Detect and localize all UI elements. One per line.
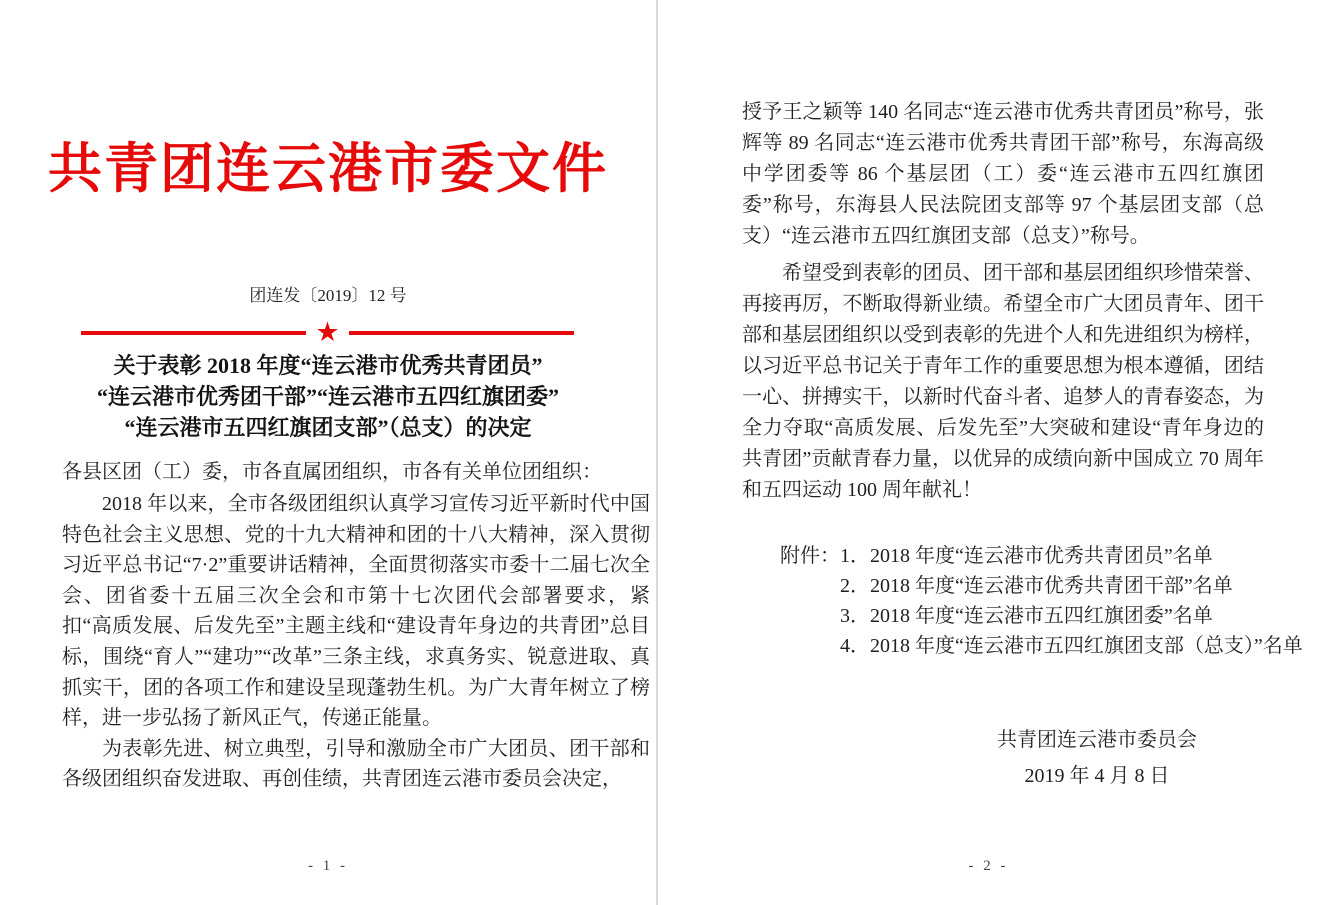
page-number: - 1 - <box>308 858 348 874</box>
document-number: 团连发〔2019〕12 号 <box>249 286 407 305</box>
attachment-items <box>840 541 1303 661</box>
paragraph: 2018 年以来，全市各级团组织认真学习宣传习近平新时代中国特色社会主义思想、党的十九大精神和团的十八大精神，深入贯彻习近平总书记“7·2”重要讲话精神，全面贯彻落实市委十二届七次全会、团省委十五届三次全会和市第十七次团代会部署要求，紧扣“高质发展、后发先至”主题主线和“建设青年身边的共青团”总目标，围绕“育人”“建功”“改革”三条主线，求真务实、锐意进取、真抓实干，团的各项工作和建设呈现蓬勃生机。为广大青年树立了榜样，进一步弘扬了新风正气，传递正能量。 <box>62 493 650 730</box>
document-header-banner: 共青团连云港市委文件 <box>48 139 608 199</box>
red-rule-segment <box>81 331 306 335</box>
attachments-list <box>780 541 1303 661</box>
attachment-item: 4．2018 年度“连云港市五四红旗团支部（总支）”名单 <box>840 635 1303 657</box>
document-title-line: “连云港市优秀团干部”“连云港市五四红旗团委” <box>96 384 559 409</box>
issue-date: 2019 年 4 月 8 日 <box>1024 765 1170 787</box>
attachment-item: 3．2018 年度“连云港市五四红旗团委”名单 <box>840 605 1213 627</box>
page-number: - 2 - <box>968 858 1009 874</box>
signature-block <box>997 722 1197 794</box>
attachments-label: 附件： <box>780 545 840 567</box>
star-icon: ★ <box>315 317 340 347</box>
paragraph: 希望受到表彰的团员、团干部和基层团组织珍惜荣誉、再接再厉，不断取得新业绩。希望全市广大团员青年、团干部和基层团组织以受到表彰的先进个人和先进组织为榜样，以习近平总书记关于青年工作的重要思想为根本遵循，团结一心、拼搏实干，以新时代奋斗者、追梦人的青春姿态，为全力夺取“高质发展、后发先至”大突破和建设“青年身边的共青团”贡献青春力量，以优异的成绩向新中国成立 70 周年和五四运动 100 周年献礼！ <box>742 262 1264 501</box>
attachment-item: 1．2018 年度“连云港市优秀共青团员”名单 <box>840 545 1213 567</box>
document-title-line: “连云港市五四红旗团支部”（总支）的决定 <box>124 415 532 440</box>
paragraph: 为表彰先进、树立典型，引导和激励全市广大团员、团干部和各级团组织奋发进取、再创佳绩，共青团连云港市委员会决定， <box>62 737 650 791</box>
issuing-organization: 共青团连云港市委员会 <box>997 729 1197 751</box>
red-rule-segment <box>349 331 574 335</box>
body-text-page-1 <box>62 489 650 795</box>
page-1 <box>0 0 656 905</box>
page-2 <box>658 0 1319 905</box>
attachment-item: 2．2018 年度“连云港市优秀共青团干部”名单 <box>840 575 1233 597</box>
body-text-page-2 <box>742 97 1264 506</box>
document-title <box>0 350 656 443</box>
red-divider-rule <box>81 319 574 346</box>
document-title-line: 关于表彰 2018 年度“连云港市优秀共青团员” <box>113 353 543 378</box>
salutation: 各县区团（工）委，市各直属团组织，市各有关单位团组织： <box>62 461 602 483</box>
paragraph: 授予王之颖等 140 名同志“连云港市优秀共青团员”称号，张辉等 89 名同志“连云港市优秀共青团干部”称号，东海高级中学团委等 86 个基层团（工）委“连云港市五四红旗团委”称号，东海县人民法院团支部等 97 个基层团支部（总支）“连云港市五四红旗团支部（总支）”称号。 <box>742 101 1264 247</box>
